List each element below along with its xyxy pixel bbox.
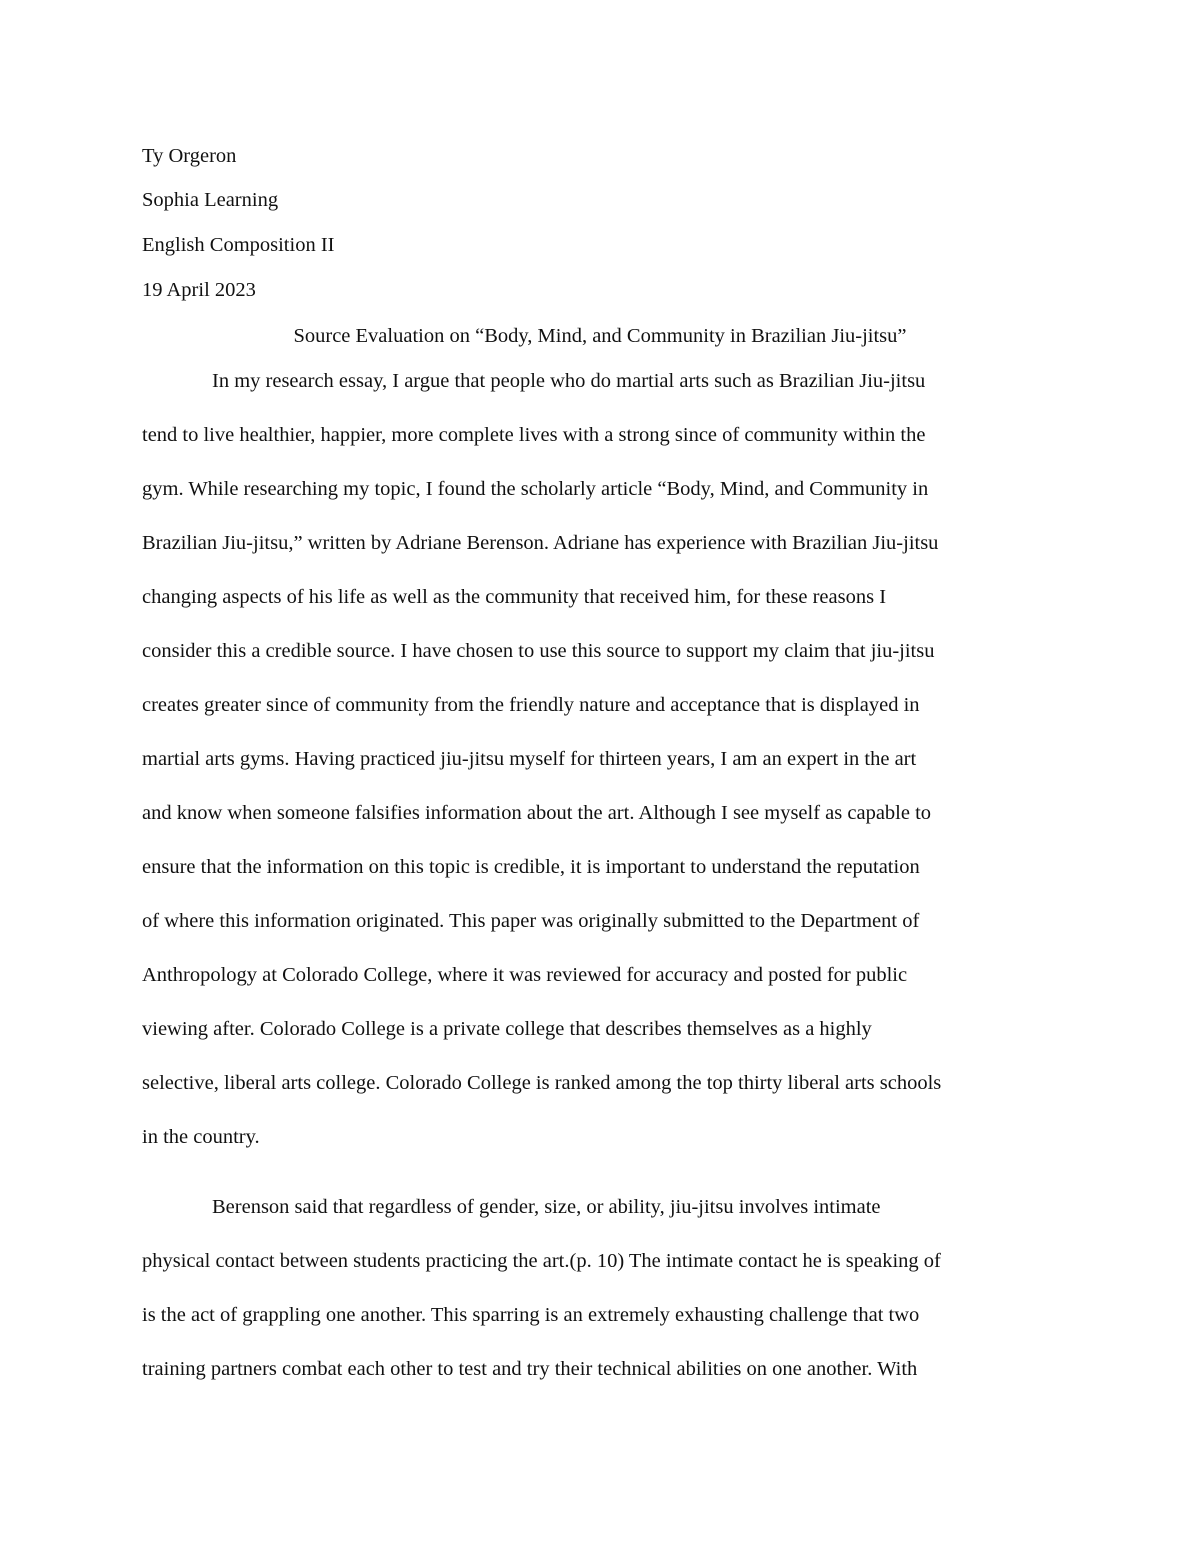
paragraph-line: tend to live healthier, happier, more complete lives with a strong since of community within the: [142, 424, 926, 446]
paragraph-line: creates greater since of community from the friendly nature and acceptance that is displayed in: [142, 694, 920, 716]
paragraph-line: gym. While researching my topic, I found the scholarly article “Body, Mind, and Community in: [142, 478, 929, 500]
document-date: 19 April 2023: [142, 279, 256, 301]
paragraph-line: Anthropology at Colorado College, where it was reviewed for accuracy and posted for public: [142, 964, 908, 986]
author-name: Ty Orgeron: [142, 145, 237, 167]
paragraph-line: In my research essay, I argue that people who do martial arts such as Brazilian Jiu-jitsu: [212, 370, 926, 392]
paragraph-line: is the act of grappling one another. This sparring is an extremely exhausting challenge that two: [142, 1304, 920, 1326]
paragraph-line: Brazilian Jiu-jitsu,” written by Adriane Berenson. Adriane has experience with Brazilian Jiu-jitsu: [142, 532, 939, 554]
paragraph-line: changing aspects of his life as well as the community that received him, for these reasons I: [142, 586, 887, 608]
paragraph-line: and know when someone falsifies information about the art. Although I see myself as capable to: [142, 802, 932, 824]
course-name: English Composition II: [142, 234, 335, 256]
paragraph-line: selective, liberal arts college. Colorado College is ranked among the top thirty liberal arts schools: [142, 1072, 942, 1094]
institution-name: Sophia Learning: [142, 189, 279, 211]
paragraph-line: viewing after. Colorado College is a private college that describes themselves as a highly: [142, 1018, 872, 1040]
paragraph-line: in the country.: [142, 1126, 260, 1148]
paragraph-line: consider this a credible source. I have chosen to use this source to support my claim that jiu-jitsu: [142, 640, 935, 662]
paragraph-line: training partners combat each other to test and try their technical abilities on one another. With: [142, 1358, 918, 1380]
paragraph-line: ensure that the information on this topic is credible, it is important to understand the reputation: [142, 856, 920, 878]
paragraph-line: martial arts gyms. Having practiced jiu-jitsu myself for thirteen years, I am an expert in the art: [142, 748, 917, 770]
paragraph-line: Berenson said that regardless of gender, size, or ability, jiu-jitsu involves intimate: [212, 1196, 881, 1218]
paragraph-line: of where this information originated. This paper was originally submitted to the Department of: [142, 910, 920, 932]
paragraph-line: physical contact between students practicing the art.(p. 10) The intimate contact he is speaking of: [142, 1250, 941, 1272]
document-title: Source Evaluation on “Body, Mind, and Community in Brazilian Jiu-jitsu”: [293, 325, 907, 347]
